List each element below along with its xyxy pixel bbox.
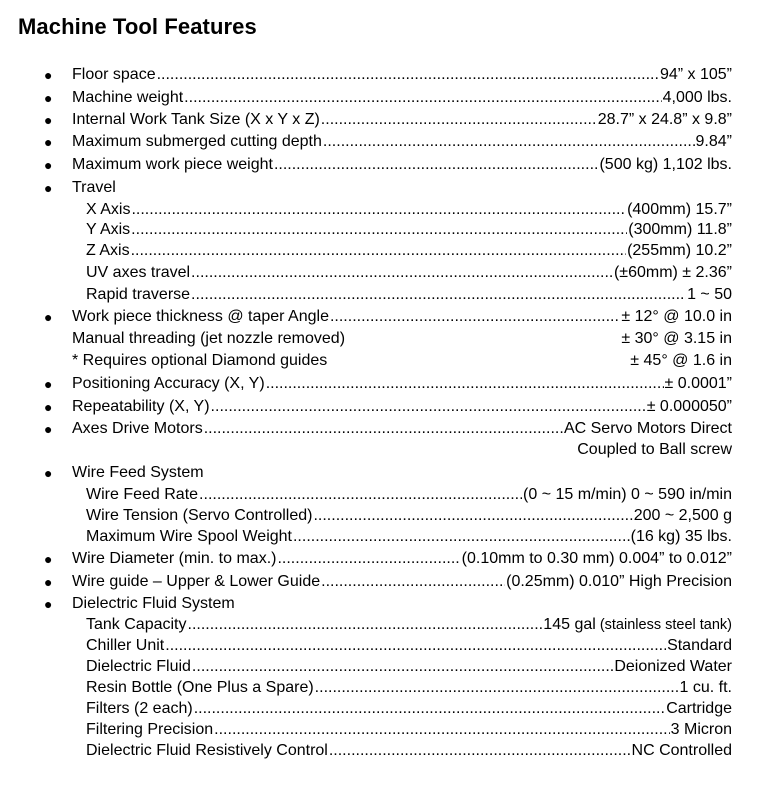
dot-leader: [315, 677, 679, 699]
feature-row-wire-guide: [0, 571, 784, 593]
feature-label: Z Axis: [86, 242, 130, 259]
dot-leader: [184, 87, 661, 109]
feature-row-wire-feed-rate: [0, 484, 784, 506]
feature-value: 3 Micron: [670, 721, 732, 738]
dot-leader: [188, 614, 543, 636]
bullet: ●: [44, 134, 53, 150]
section-label: Wire Feed System: [72, 464, 204, 481]
feature-row-floor-space: [0, 64, 784, 86]
dot-leader: [214, 719, 669, 741]
feature-row-work-tank-size: [0, 109, 784, 131]
feature-label: Manual threading (jet nozzle removed): [72, 330, 346, 347]
feature-label: Floor space: [72, 66, 156, 83]
feature-row-dielectric-fluid-system: [0, 593, 784, 615]
feature-row-z-axis: [0, 240, 784, 262]
feature-value: (±60mm) ± 2.36”: [613, 264, 732, 281]
feature-row-tank-capacity: [0, 614, 784, 636]
bullet: ●: [44, 112, 53, 128]
dot-leader: [313, 505, 632, 527]
feature-value: Standard: [667, 637, 732, 654]
bullet: ●: [44, 180, 53, 196]
feature-value: 200 ~ 2,500 g: [633, 507, 732, 524]
feature-value: 94” x 105”: [659, 66, 732, 83]
dot-leader: [266, 373, 664, 395]
feature-label: Wire guide – Upper & Lower Guide: [72, 573, 321, 590]
feature-value: (0.25mm) 0.010” High Precision: [506, 573, 732, 590]
feature-label: Wire Tension (Servo Controlled): [86, 507, 313, 524]
dot-leader: [191, 284, 686, 306]
feature-row-x-axis: [0, 199, 784, 221]
feature-value: NC Controlled: [631, 742, 732, 759]
feature-row-axes-drive-motors: [0, 418, 784, 440]
feature-row-manual-threading: [0, 328, 784, 350]
feature-value: (255mm) 10.2”: [627, 242, 732, 259]
feature-value: ± 0.000050”: [646, 398, 732, 415]
feature-row-cutting-depth: [0, 131, 784, 153]
feature-value: Cartridge: [666, 700, 732, 717]
bullet: ●: [44, 465, 53, 481]
tank-capacity-value: 145 gal: [543, 616, 596, 633]
dot-leader: [131, 199, 626, 221]
bullet: ●: [44, 157, 53, 173]
feature-label: Work piece thickness @ taper Angle: [72, 308, 329, 325]
feature-row-chiller-unit: [0, 635, 784, 657]
feature-value: AC Servo Motors Direct: [563, 420, 732, 437]
feature-row-wire-spool-weight: [0, 526, 784, 548]
dot-leader: [321, 109, 597, 131]
feature-value: (400mm) 15.7”: [627, 201, 732, 218]
feature-label: Maximum submerged cutting depth: [72, 133, 322, 150]
section-label: Dielectric Fluid System: [72, 595, 235, 612]
feature-label: Wire Feed Rate: [86, 486, 199, 503]
bullet: ●: [44, 574, 53, 590]
dot-leader: [204, 418, 563, 440]
feature-row-wire-feed-system: [0, 462, 784, 484]
feature-label: * Requires optional Diamond guides: [72, 352, 328, 369]
bullet: ●: [44, 90, 53, 106]
feature-value: 1 cu. ft.: [679, 679, 732, 696]
feature-value: 1 ~ 50: [687, 286, 732, 303]
feature-row-wire-tension: [0, 505, 784, 527]
feature-label: X Axis: [86, 201, 131, 218]
feature-label: Dielectric Fluid: [86, 658, 191, 675]
feature-label: Positioning Accuracy (X, Y): [72, 375, 265, 392]
feature-value: 4,000 lbs.: [662, 89, 732, 106]
feature-value: (16 kg) 35 lbs.: [630, 528, 732, 545]
dot-leader: [165, 635, 666, 657]
feature-row-dielectric-fluid: [0, 656, 784, 678]
feature-value: (500 kg) 1,102 lbs.: [599, 156, 732, 173]
tank-capacity-note: (stainless steel tank): [595, 617, 732, 633]
feature-row-axes-drive-motors-cont: [0, 439, 784, 461]
dot-leader: [274, 154, 599, 176]
dot-leader: [277, 548, 460, 570]
dot-leader: [157, 64, 659, 86]
dot-leader: [131, 219, 627, 241]
feature-row-positioning-accuracy: [0, 373, 784, 395]
bullet: ●: [44, 421, 53, 437]
feature-value: (0 ~ 15 m/min) 0 ~ 590 in/min: [523, 486, 732, 503]
feature-label: Repeatability (X, Y): [72, 398, 210, 415]
feature-label: Y Axis: [86, 221, 131, 238]
section-label: Travel: [72, 179, 116, 196]
feature-value: Deionized Water: [614, 658, 732, 675]
feature-value: ± 12° @ 10.0 in: [621, 308, 732, 325]
feature-value: 28.7” x 24.8” x 9.8”: [597, 111, 732, 128]
feature-value: [543, 614, 732, 636]
dot-leader: [192, 656, 613, 678]
feature-value: 9.84”: [695, 133, 732, 150]
bullet: ●: [44, 551, 53, 567]
feature-row-uv-axes: [0, 262, 784, 284]
dot-leader: [321, 571, 505, 593]
feature-row-rapid-traverse: [0, 284, 784, 306]
feature-value: ± 0.0001”: [664, 375, 732, 392]
feature-label: Internal Work Tank Size (X x Y x Z): [72, 111, 320, 128]
dot-leader: [199, 484, 522, 506]
feature-row-filtering-precision: [0, 719, 784, 741]
feature-row-diamond-guides-note: [0, 350, 784, 372]
feature-value: ± 30° @ 3.15 in: [621, 330, 732, 347]
feature-label: Rapid traverse: [86, 286, 191, 303]
feature-label: Maximum work piece weight: [72, 156, 273, 173]
feature-row-travel: [0, 177, 784, 199]
feature-label: Chiller Unit: [86, 637, 165, 654]
feature-value: (300mm) 11.8”: [628, 221, 732, 238]
feature-label: Tank Capacity: [86, 616, 187, 633]
dot-leader: [194, 698, 665, 720]
feature-label: Maximum Wire Spool Weight: [86, 528, 292, 545]
feature-label: UV axes travel: [86, 264, 191, 281]
feature-label: Filtering Precision: [86, 721, 214, 738]
feature-label: Wire Diameter (min. to max.): [72, 550, 277, 567]
feature-label: Axes Drive Motors: [72, 420, 203, 437]
feature-label: Machine weight: [72, 89, 184, 106]
feature-row-repeatability: [0, 396, 784, 418]
feature-row-y-axis: [0, 219, 784, 241]
feature-value: (0.10mm to 0.30 mm) 0.004” to 0.012”: [461, 550, 732, 567]
feature-label: Dielectric Fluid Resistively Control: [86, 742, 328, 759]
feature-row-work-piece-weight: [0, 154, 784, 176]
dot-leader: [329, 740, 631, 762]
bullet: ●: [44, 399, 53, 415]
bullet: ●: [44, 309, 53, 325]
dot-leader: [330, 306, 620, 328]
dot-leader: [211, 396, 646, 418]
feature-value: Coupled to Ball screw: [577, 441, 732, 458]
bullet: ●: [44, 67, 53, 83]
dot-leader: [323, 131, 695, 153]
feature-row-filters: [0, 698, 784, 720]
dot-leader: [293, 526, 630, 548]
bullet: ●: [44, 376, 53, 392]
feature-label: Resin Bottle (One Plus a Spare): [86, 679, 314, 696]
dot-leader: [131, 240, 627, 262]
feature-row-resin-bottle: [0, 677, 784, 699]
feature-row-wire-diameter: [0, 548, 784, 570]
feature-row-work-piece-thickness: [0, 306, 784, 328]
page-title: Machine Tool Features: [18, 14, 257, 39]
feature-row-resistivity-control: [0, 740, 784, 762]
dot-leader: [191, 262, 613, 284]
feature-row-machine-weight: [0, 87, 784, 109]
feature-label: Filters (2 each): [86, 700, 193, 717]
bullet: ●: [44, 596, 53, 612]
feature-value: ± 45° @ 1.6 in: [630, 352, 732, 369]
